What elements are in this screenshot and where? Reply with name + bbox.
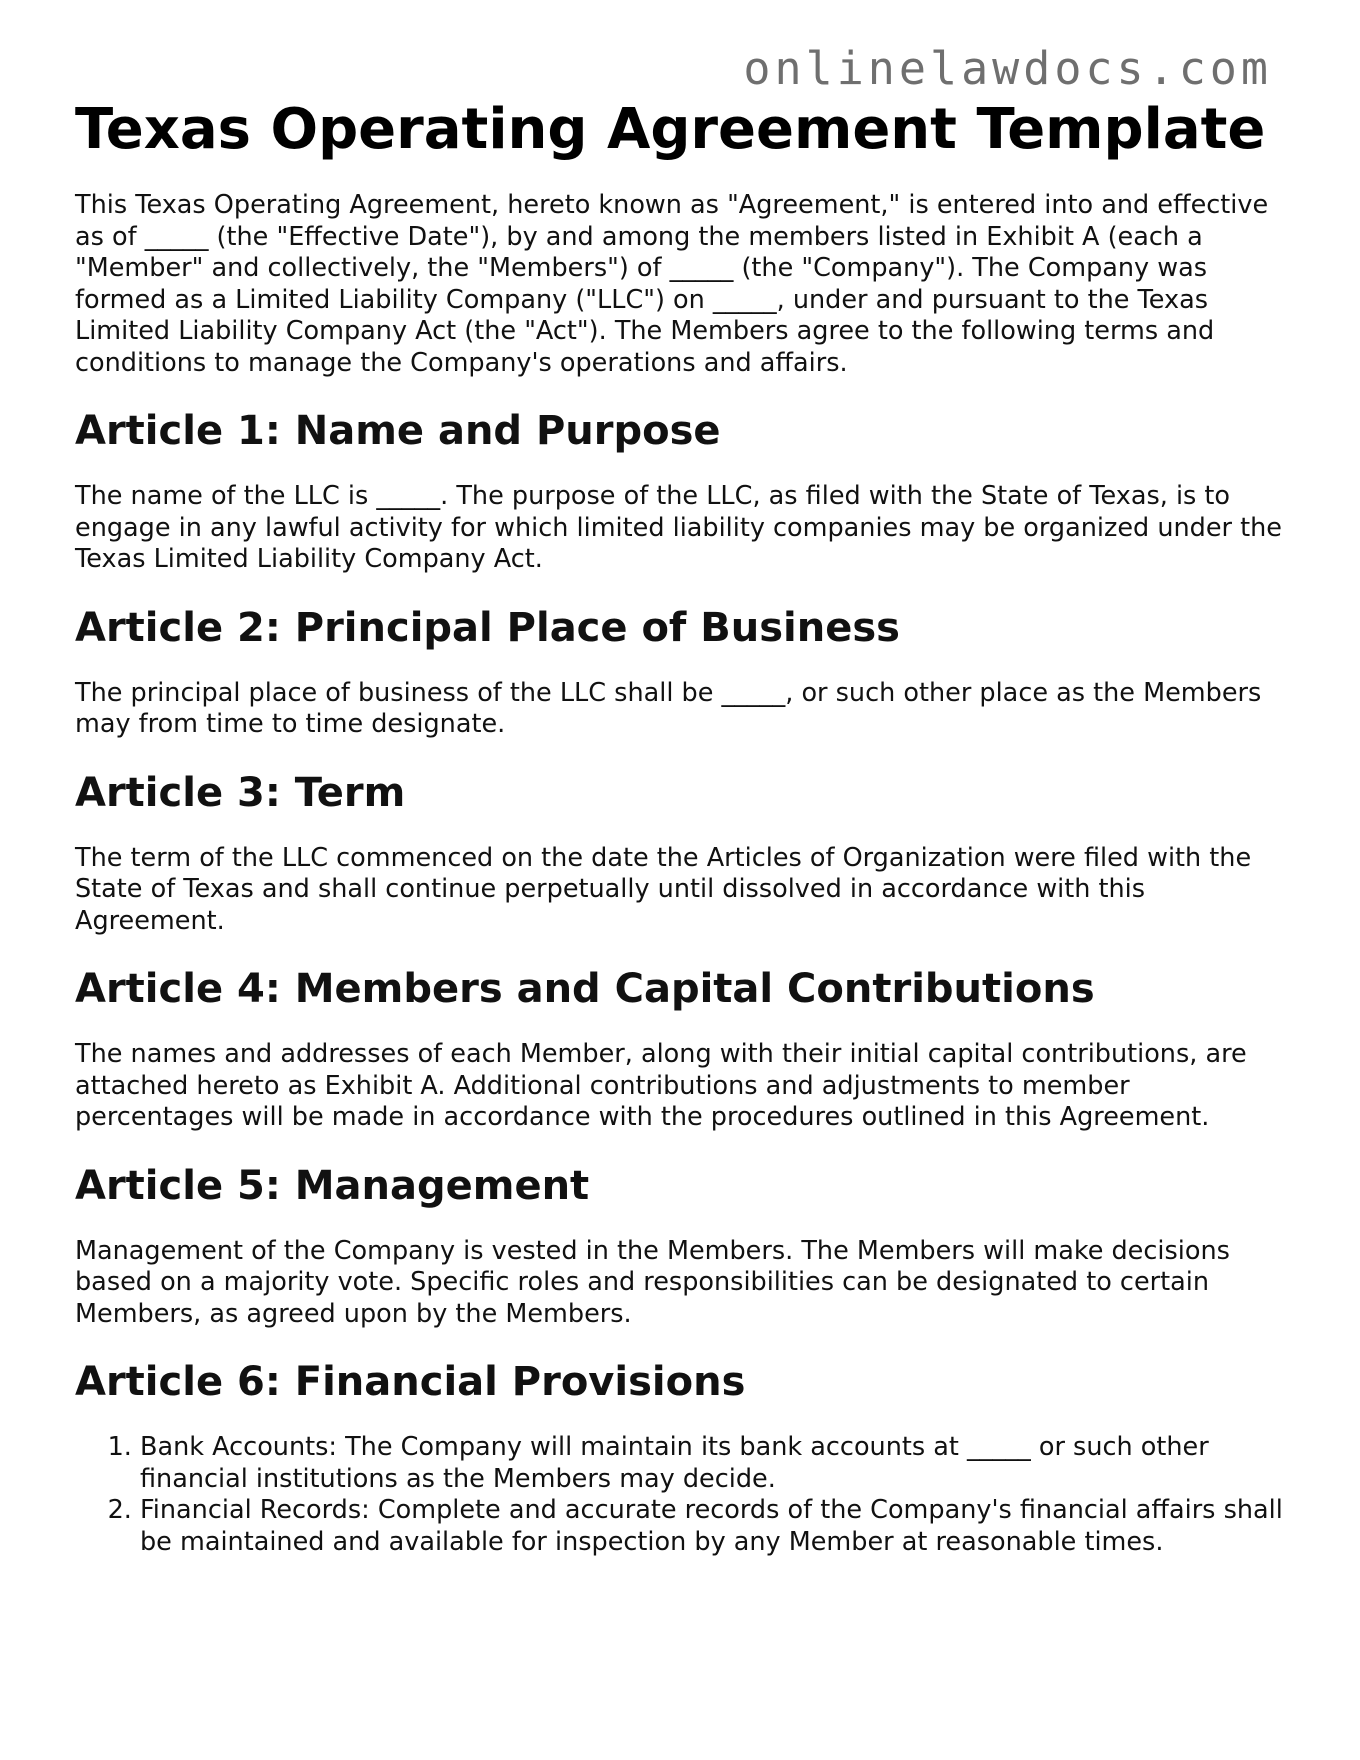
article-heading: Article 6: Financial Provisions: [75, 1359, 746, 1405]
article-heading: Article 2: Principal Place of Business: [75, 604, 900, 651]
article-heading: Article 5: Management: [75, 1162, 590, 1209]
list-item: 2. Financial Records: Complete and accurate records of the Company's financial affairs shall be maintained and available for inspection by any Member at reasonable times.: [140, 1495, 1295, 1558]
article-3: [75, 767, 1295, 938]
watermark: onlinelawdocs.com: [743, 42, 1272, 95]
article-6: [75, 1356, 1295, 1558]
article-4: [75, 963, 1295, 1134]
list-item: 1. Bank Accounts: The Company will maintain its bank accounts at _____ or such other financial institutions as the Members may decide.: [140, 1432, 1295, 1495]
article-heading: Article 3: Term: [75, 769, 406, 816]
article-2: [75, 602, 1295, 741]
article-body: Management of the Company is vested in the Members. The Members will make decisions based on a majority vote. Specific roles and responsibilities can be designated to certain Members, as agreed upon by the Members.: [75, 1235, 1230, 1329]
article-body: The principal place of business of the LLC shall be _____, or such other place as the Members may from time to time designate.: [75, 677, 1262, 739]
article-body: The term of the LLC commenced on the date the Articles of Organization were filed with the State of Texas and shall continue perpetually until dissolved in accordance with this Agreement.: [75, 842, 1252, 936]
article-heading: Article 4: Members and Capital Contributions: [75, 966, 1095, 1012]
document-title: Texas Operating Agreement Template: [75, 97, 1266, 162]
article-1: [75, 405, 1295, 576]
intro-paragraph: This Texas Operating Agreement, hereto known as "Agreement," is entered into and effective as of _____ (the "Effective Date"), by and among the members listed in Exhibit A (each a "Member" and collectively, the "Members") of _____ (the "Company"). The Company was formed as a Limited Liability Company ("LLC") on _____, under and pursuant to the Texas Limited Liability Company Act (the "Act"). The Members agree to the following terms and conditions to manage the Company's operations and affairs.: [75, 190, 1269, 378]
article-5: [75, 1160, 1295, 1331]
article-body: The names and addresses of each Member, along with their initial capital contributions, are attached hereto as Exhibit A. Additional contributions and adjustments to member percentages will be made in accordance with the procedures outlined in this Agreement.: [75, 1039, 1247, 1132]
financial-provisions-list: [75, 1432, 1295, 1558]
article-body: The name of the LLC is _____. The purpose of the LLC, as filed with the State of Texas, is to engage in any lawful activity for which limited liability companies may be organized under the Texas Limited Liability Company Act.: [75, 481, 1282, 574]
document-page: [75, 94, 1295, 1558]
article-heading: Article 1: Name and Purpose: [75, 408, 721, 454]
